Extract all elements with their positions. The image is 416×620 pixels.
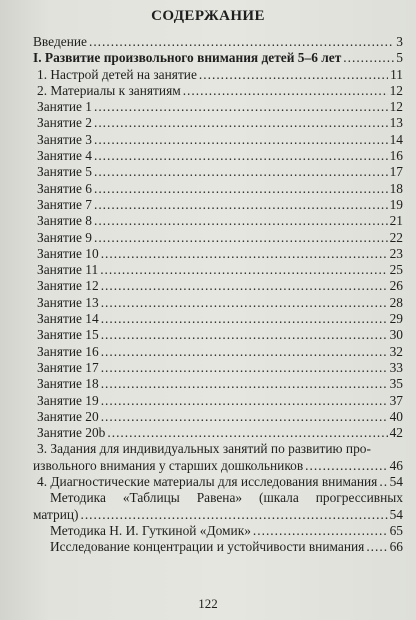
toc-entry-label-line-1 (33, 490, 403, 506)
toc-entry-page: 65 (389, 522, 403, 538)
toc-entry-lesson-3 (33, 132, 403, 148)
toc-entry-page: 17 (389, 164, 403, 180)
toc-entry-label-line-1: 3. Задания для индивидуальных занятий по развитию про- (37, 441, 371, 457)
toc-entry-page: 22 (389, 229, 403, 245)
dot-leader (343, 50, 394, 66)
dot-leader (101, 393, 388, 409)
word: Равена» (196, 490, 243, 506)
toc-entry-label-line-2-row (33, 458, 403, 474)
toc-entry-label: Занятие 12 (37, 278, 99, 294)
toc-entry-lesson-4 (33, 148, 403, 164)
dot-leader (101, 360, 388, 376)
toc-entry-page: 30 (389, 327, 403, 343)
toc-entry-page: 46 (389, 457, 403, 473)
toc-entry-label: Занятие 2 (37, 115, 92, 131)
toc-entry-lesson-15 (33, 327, 403, 343)
toc-entry-lesson-7 (33, 197, 403, 213)
toc-entry-label: Занятие 14 (37, 311, 99, 327)
toc-entry-page: 37 (389, 392, 403, 408)
toc-entry-page: 16 (389, 148, 403, 164)
toc-entry-label: 1. Настрой детей на занятие (37, 66, 197, 82)
word: Методика (50, 490, 106, 506)
word: (шкала (259, 490, 299, 506)
toc-entry-page: 5 (396, 50, 403, 66)
toc-entry-label: Занятие 20b (37, 425, 106, 441)
dot-leader (101, 278, 388, 294)
page-title: СОДЕРЖАНИЕ (151, 8, 265, 24)
toc-entry-page: 42 (389, 425, 403, 441)
toc-entry-label: Занятие 9 (37, 229, 92, 245)
dot-leader (94, 148, 388, 164)
toc-entry-page: 12 (389, 99, 403, 115)
table-of-contents (33, 34, 403, 556)
toc-entry-section-3 (33, 441, 403, 474)
dot-leader (379, 474, 387, 490)
toc-entry-page: 13 (389, 115, 403, 131)
dot-leader (366, 539, 387, 555)
toc-entry-page: 21 (389, 213, 403, 229)
toc-entry-label: Методика Н. И. Гуткиной «Домик» (50, 522, 251, 538)
toc-entry-page: 32 (389, 343, 403, 359)
dot-leader (94, 181, 388, 197)
dot-leader (94, 164, 388, 180)
toc-entry-lesson-17 (33, 360, 403, 376)
toc-entry-label-line-2-row (33, 507, 403, 523)
toc-entry-lesson-2 (33, 115, 403, 131)
toc-entry-raven (33, 490, 403, 523)
toc-entry-label: 2. Материалы к занятиям (37, 82, 181, 98)
dot-leader (101, 344, 388, 360)
toc-entry-intro (33, 34, 403, 50)
toc-entry-page: 18 (389, 180, 403, 196)
toc-entry-label: Занятие 4 (37, 148, 92, 164)
toc-entry-page: 23 (389, 245, 403, 261)
toc-entry-section-1 (33, 67, 403, 83)
toc-entry-lesson-16 (33, 344, 403, 360)
toc-entry-lesson-8 (33, 213, 403, 229)
dot-leader (101, 327, 388, 343)
toc-entry-label: Занятие 5 (37, 164, 92, 180)
toc-entry-label: Занятие 20 (37, 408, 99, 424)
toc-entry-lesson-18 (33, 376, 403, 392)
toc-entry-label: I. Развитие произвольного внимания детей 5–6 лет (33, 50, 342, 66)
dot-leader (253, 523, 388, 539)
toc-entry-page: 3 (396, 34, 403, 49)
toc-entry-label: Занятие 15 (37, 327, 99, 343)
dot-leader (100, 262, 387, 278)
toc-entry-page: 11 (390, 66, 403, 82)
toc-entry-page: 35 (389, 376, 403, 392)
toc-entry-lesson-20b (33, 425, 403, 441)
toc-entry-page: 33 (389, 359, 403, 375)
toc-entry-section-2 (33, 83, 403, 99)
toc-entry-page: 26 (389, 278, 403, 294)
toc-entry-gutkina (33, 523, 403, 539)
dot-leader (80, 507, 387, 523)
toc-entry-page: 66 (389, 539, 403, 555)
toc-entry-label-line-2: матриц) (33, 506, 79, 522)
dot-leader (89, 34, 394, 50)
dot-leader (94, 197, 388, 213)
toc-entry-label: Занятие 16 (37, 343, 99, 359)
dot-leader (107, 425, 387, 441)
dot-leader (101, 295, 388, 311)
toc-entry-page: 29 (389, 311, 403, 327)
toc-entry-label: Занятие 10 (37, 245, 99, 261)
toc-entry-label: 4. Диагностические материалы для исследования внимания (37, 474, 378, 490)
toc-entry-label: Введение (33, 34, 87, 49)
toc-entry-lesson-9 (33, 230, 403, 246)
toc-entry-label-line-2: извольного внимания у старших дошкольников (33, 457, 304, 473)
toc-entry-chapter-1 (33, 50, 403, 66)
page-number: 122 (198, 596, 218, 611)
dot-leader (101, 246, 388, 262)
dot-leader (199, 67, 388, 83)
toc-entry-page: 28 (389, 294, 403, 310)
toc-entry-label: Занятие 18 (37, 376, 99, 392)
dot-leader (94, 213, 388, 229)
toc-entry-page: 25 (389, 262, 403, 278)
toc-entry-page: 40 (389, 408, 403, 424)
toc-entry-lesson-10 (33, 246, 403, 262)
toc-entry-page: 19 (389, 196, 403, 212)
toc-entry-lesson-13 (33, 295, 403, 311)
toc-entry-page: 12 (389, 82, 403, 98)
word: прогрессивных (315, 490, 403, 506)
toc-entry-page: 14 (389, 131, 403, 147)
toc-entry-section-4 (33, 474, 403, 490)
toc-entry-label: Занятие 3 (37, 131, 92, 147)
dot-leader (101, 311, 388, 327)
toc-entry-lesson-5 (33, 164, 403, 180)
toc-entry-label: Исследование концентрации и устойчивости внимания (50, 539, 365, 555)
dot-leader (94, 115, 388, 131)
toc-entry-label: Занятие 11 (37, 262, 99, 278)
dot-leader (305, 458, 387, 474)
toc-entry-label: Занятие 17 (37, 359, 99, 375)
dot-leader (101, 376, 388, 392)
toc-entry-lesson-11 (33, 262, 403, 278)
toc-entry-lesson-6 (33, 181, 403, 197)
toc-entry-page: 54 (389, 474, 403, 490)
toc-entry-label: Занятие 6 (37, 180, 92, 196)
toc-entry-label: Занятие 8 (37, 213, 92, 229)
dot-leader (183, 83, 388, 99)
toc-entry-label: Занятие 1 (37, 99, 92, 115)
toc-entry-lesson-19 (33, 393, 403, 409)
toc-entry-page: 54 (389, 506, 403, 522)
toc-entry-lesson-14 (33, 311, 403, 327)
toc-entry-label: Занятие 7 (37, 196, 92, 212)
toc-entry-concentration (33, 539, 403, 555)
toc-entry-lesson-1 (33, 99, 403, 115)
toc-entry-label: Занятие 19 (37, 392, 99, 408)
dot-leader (94, 99, 388, 115)
dot-leader (101, 409, 388, 425)
toc-entry-label: Занятие 13 (37, 294, 99, 310)
dot-leader (94, 230, 388, 246)
toc-entry-lesson-12 (33, 278, 403, 294)
dot-leader (94, 132, 388, 148)
word: «Таблицы (122, 490, 180, 506)
toc-entry-lesson-20 (33, 409, 403, 425)
